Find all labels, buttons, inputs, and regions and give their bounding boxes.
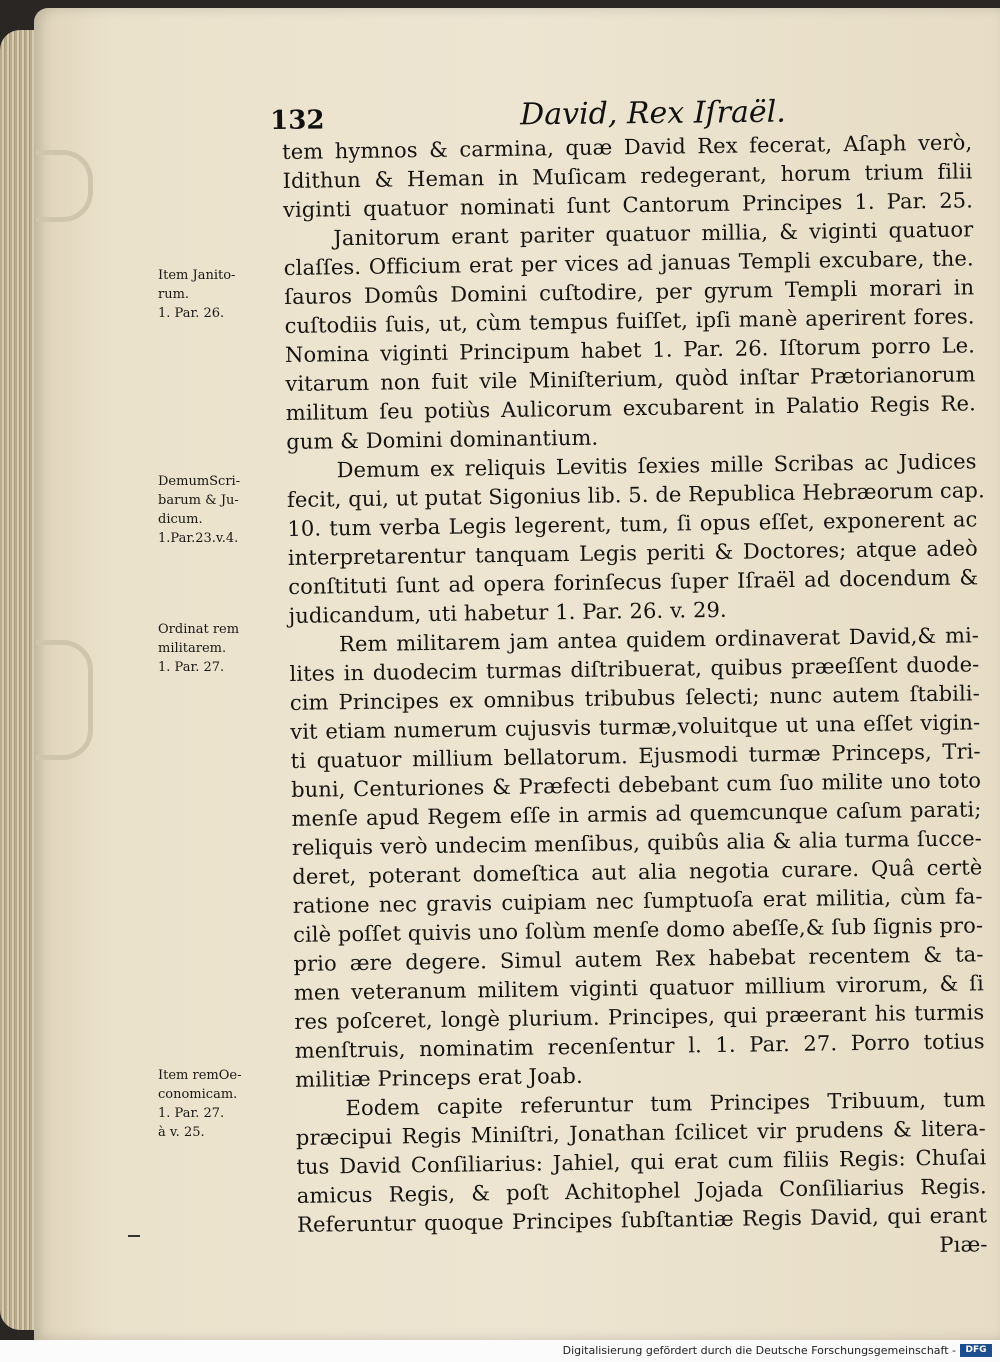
text-line: Referuntur quoque Principes ſubſtantiæ Regis David, qui erant xyxy=(297,1203,988,1237)
text-line: Janitorum erant pariter quatuor millia, & viginti quatuor xyxy=(333,217,974,251)
text-line: interpretarentur tanquam Legis periti & Doctores; atque adeò xyxy=(287,536,978,570)
text-line: menſe apud Regem eſſe in armis ad quemcunque caſum parati; xyxy=(291,797,982,831)
footer-credit: Digitalisierung gefördert durch die Deutsche Forschungsgemeinschaft - xyxy=(562,1344,956,1357)
margin-note-1 xyxy=(158,266,278,323)
dfg-logo: DFG xyxy=(960,1344,992,1357)
text-line: Idithun & Heman in Muſicam redegerant, horum trium filii xyxy=(282,159,973,193)
text-line: gum & Domini dominantium. xyxy=(286,425,599,454)
margin-note-line: Ordinat rem xyxy=(158,622,240,637)
margin-note-3 xyxy=(158,620,278,677)
margin-note-line: Item Janito- xyxy=(158,268,236,283)
page-clip-lower xyxy=(36,640,93,760)
text-line: claſſes. Officium erat per vices ad januas Templi excubare, the. xyxy=(283,246,974,280)
text-line: Nomina viginti Principum habet 1. Par. 26. Iſtorum porro Le. xyxy=(284,333,976,367)
text-line: men veteranum militem viginti quatuor millium virorum, & ſi xyxy=(293,971,985,1005)
text-line: ratione nec gravis cuipiam nec ſumptuoſa erat militia, cùm fa- xyxy=(292,884,983,918)
text-line: vitarum non fuit vile Miniſterium, quòd inſtar Prætorianorum xyxy=(285,362,976,396)
margin-note-line: à v. 25. xyxy=(158,1125,205,1140)
text-line: ſauros Domûs Domini cuſtodire, per gyrum Templi morari in xyxy=(284,275,975,309)
text-line: Eodem capite referuntur tum Principes Tribuum, tum xyxy=(345,1087,986,1121)
text-line: tem hymnos & carmina, quæ David Rex fecerat, Aſaph verò, xyxy=(282,130,973,164)
text-line: fecit, qui, ut putat Sigonius lib. 5. de Republica Hebræorum cap. xyxy=(286,478,985,512)
text-line: judicandum, uti habetur 1. Par. 26. v. 29. xyxy=(288,597,727,628)
margin-note-line: militarem. xyxy=(158,641,227,656)
text-line: ti quatuor millium bellatorum. Ejusmodi turmæ Princeps, Tri- xyxy=(290,739,981,773)
margin-note-line: dicum. xyxy=(158,512,203,527)
text-line: Demum ex reliquis Levitis ſexies mille Scribas ac Judices xyxy=(336,449,977,483)
text-line: Rem militarem jam antea quidem ordinaverat David,& mi- xyxy=(338,623,980,657)
text-line: militiæ Princeps erat Joab. xyxy=(294,1063,583,1092)
text-line: præcipui Regis Miniſtri, Jonathan ſcilicet vir prudens & litera- xyxy=(295,1116,987,1150)
text-line: menſtruis, nominatim recenſentur l. 1. Par. 27. Porro totius xyxy=(294,1029,985,1063)
text-line: res poſceret, longè plurium. Principes, qui præerant his turmis xyxy=(294,1000,985,1034)
text-line: buni, Centuriones & Præfecti debebant cum ſuo milite uno toto xyxy=(290,768,982,802)
text-line: cim Principes ex omnibus tribubus ſelecti; nunc autem ſtabili- xyxy=(289,681,980,715)
margin-note-line: 1. Par. 26. xyxy=(158,306,225,321)
margin-note-line: rum. xyxy=(158,287,190,302)
catchword: Pıæ- xyxy=(939,1232,988,1257)
text-line: cuſtodiis ſuis, ut, cùm tempus fuiſſet, ipſi manè aperirent fores. xyxy=(284,304,975,338)
text-line: amicus Regis, & poſt Achitophel Jojada Conſiliarius Regis. xyxy=(296,1174,987,1208)
text-line: vit etiam numerum cujusvis turmæ,voluitque ut una eſſet vigin- xyxy=(290,710,981,744)
text-line: deret, poterant domeſtica aut alia negotia curare. Quâ certè xyxy=(292,855,983,889)
page-clip-upper xyxy=(36,150,93,222)
margin-note-line: conomicam. xyxy=(158,1087,238,1102)
margin-note-line: DemumScri- xyxy=(158,474,241,489)
margin-note-line: 1. Par. 27. xyxy=(158,1106,225,1121)
margin-dash xyxy=(128,1235,140,1237)
margin-note-line: 1. Par. 27. xyxy=(158,660,225,675)
text-line: 10. tum verba Legis legerent, tum, ſi opus eſſet, exponerent ac xyxy=(287,507,978,541)
running-title: David, Rex Iſraël. xyxy=(519,94,786,133)
text-line: militum ſeu potiùs Aulicorum excubarent in Palatio Regis Re. xyxy=(285,391,976,425)
margin-note-line: barum & Ju- xyxy=(158,493,239,508)
text-line: reliquis verò undecim menſibus, quibûs alia & alia turma ſucce- xyxy=(291,826,983,860)
margin-note-2 xyxy=(158,472,278,548)
text-line: tus David Conſiliarius: Jahiel, qui erat cum filiis Regis: Chuſai xyxy=(296,1145,987,1179)
footer-bar xyxy=(0,1340,1000,1362)
text-line: viginti quatuor nominati ſunt Cantorum Principes 1. Par. 25. xyxy=(282,188,974,222)
text-line: cilè poſſet quivis uno ſolùm menſe domo abeſſe,& ſub ſignis pro- xyxy=(292,913,984,947)
text-line: prio ære degere. Simul autem Rex habebat recentem & ta- xyxy=(293,942,984,976)
body-text xyxy=(282,128,988,1269)
text-line: conſtituti ſunt ad opera forinſecus ſuper Iſraël ad docendum & xyxy=(288,565,979,599)
text-line: lites in duodecim turmas diſtribuerat, quibus præeſſent duode- xyxy=(289,652,980,686)
page-number: 132 xyxy=(270,105,325,136)
margin-note-line: Item remOe- xyxy=(158,1068,242,1083)
margin-note-line: 1.Par.23.v.4. xyxy=(158,531,239,546)
margin-note-4 xyxy=(158,1066,278,1142)
